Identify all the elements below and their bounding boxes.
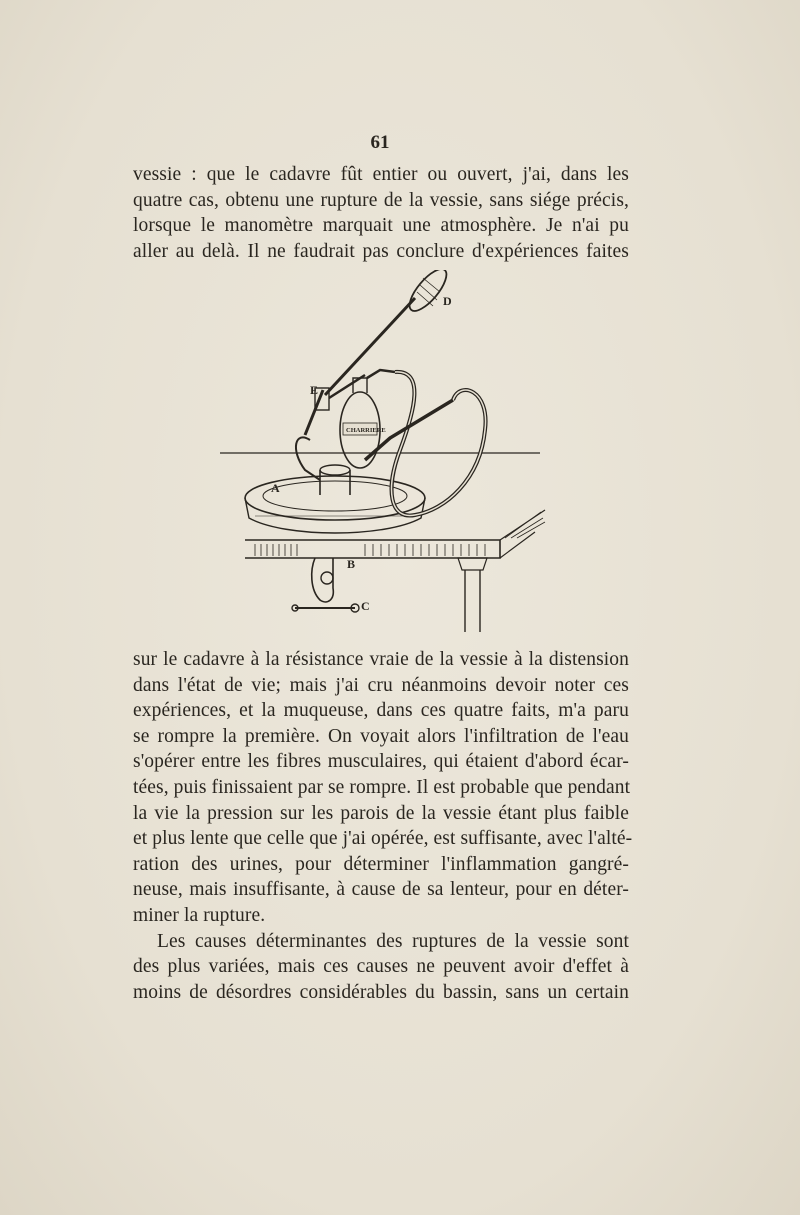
text-line: expériences, et la muqueuse, dans ces quatre faits, m'a paru	[133, 700, 629, 722]
text-line: aller au delà. Il ne faudrait pas conclure d'expériences faites	[133, 240, 629, 262]
label-b: B	[347, 557, 356, 571]
text-line: miner la rupture.	[133, 904, 266, 926]
text-line: moins de désordres considérables du bassin, sans un certain	[133, 981, 629, 1003]
apparatus-drawing	[215, 270, 560, 635]
text-line: tées, puis finissaient par se rompre. Il est probable que pendant	[133, 776, 631, 798]
paragraph-top	[133, 162, 629, 264]
apparatus-illustration	[215, 270, 560, 635]
text-line: et plus lente que celle que j'ai opérée, est suffisante, avec l'alté-	[133, 828, 633, 850]
page-number: 61	[370, 132, 390, 153]
label-c: C	[361, 599, 370, 613]
label-e: E	[310, 383, 319, 397]
label-d: D	[443, 294, 452, 308]
text-line: neuse, mais insuffisante, à cause de sa lenteur, pour en déter-	[133, 879, 629, 901]
text-line: des plus variées, mais ces causes ne peuvent avoir d'effet à	[133, 956, 629, 978]
bottle-label: CHARRIERE	[346, 427, 386, 434]
text-line: Les causes déterminantes des ruptures de la vessie sont	[157, 930, 629, 952]
text-line: vessie : que le cadavre fût entier ou ouvert, j'ai, dans les	[133, 164, 629, 185]
text-line: quatre cas, obtenu une rupture de la vessie, sans siége précis,	[133, 189, 629, 211]
text-line: lorsque le manomètre marquait une atmosphère. Je n'ai pu	[133, 215, 629, 237]
text-line: s'opérer entre les fibres musculaires, qui étaient d'abord écar-	[133, 751, 629, 773]
text-line: la vie la pression sur les parois de la vessie étant plus faible	[133, 802, 629, 824]
text-line: sur le cadavre à la résistance vraie de la vessie à la distension	[133, 649, 629, 670]
text-line: ration des urines, pour déterminer l'inflammation gangré-	[133, 853, 629, 875]
text-line: se rompre la première. On voyait alors l'infiltration de l'eau	[133, 725, 629, 747]
label-a: A	[271, 481, 280, 495]
text-line: dans l'état de vie; mais j'ai cru néanmoins devoir noter ces	[133, 674, 629, 696]
paragraph-middle	[133, 647, 633, 1005]
